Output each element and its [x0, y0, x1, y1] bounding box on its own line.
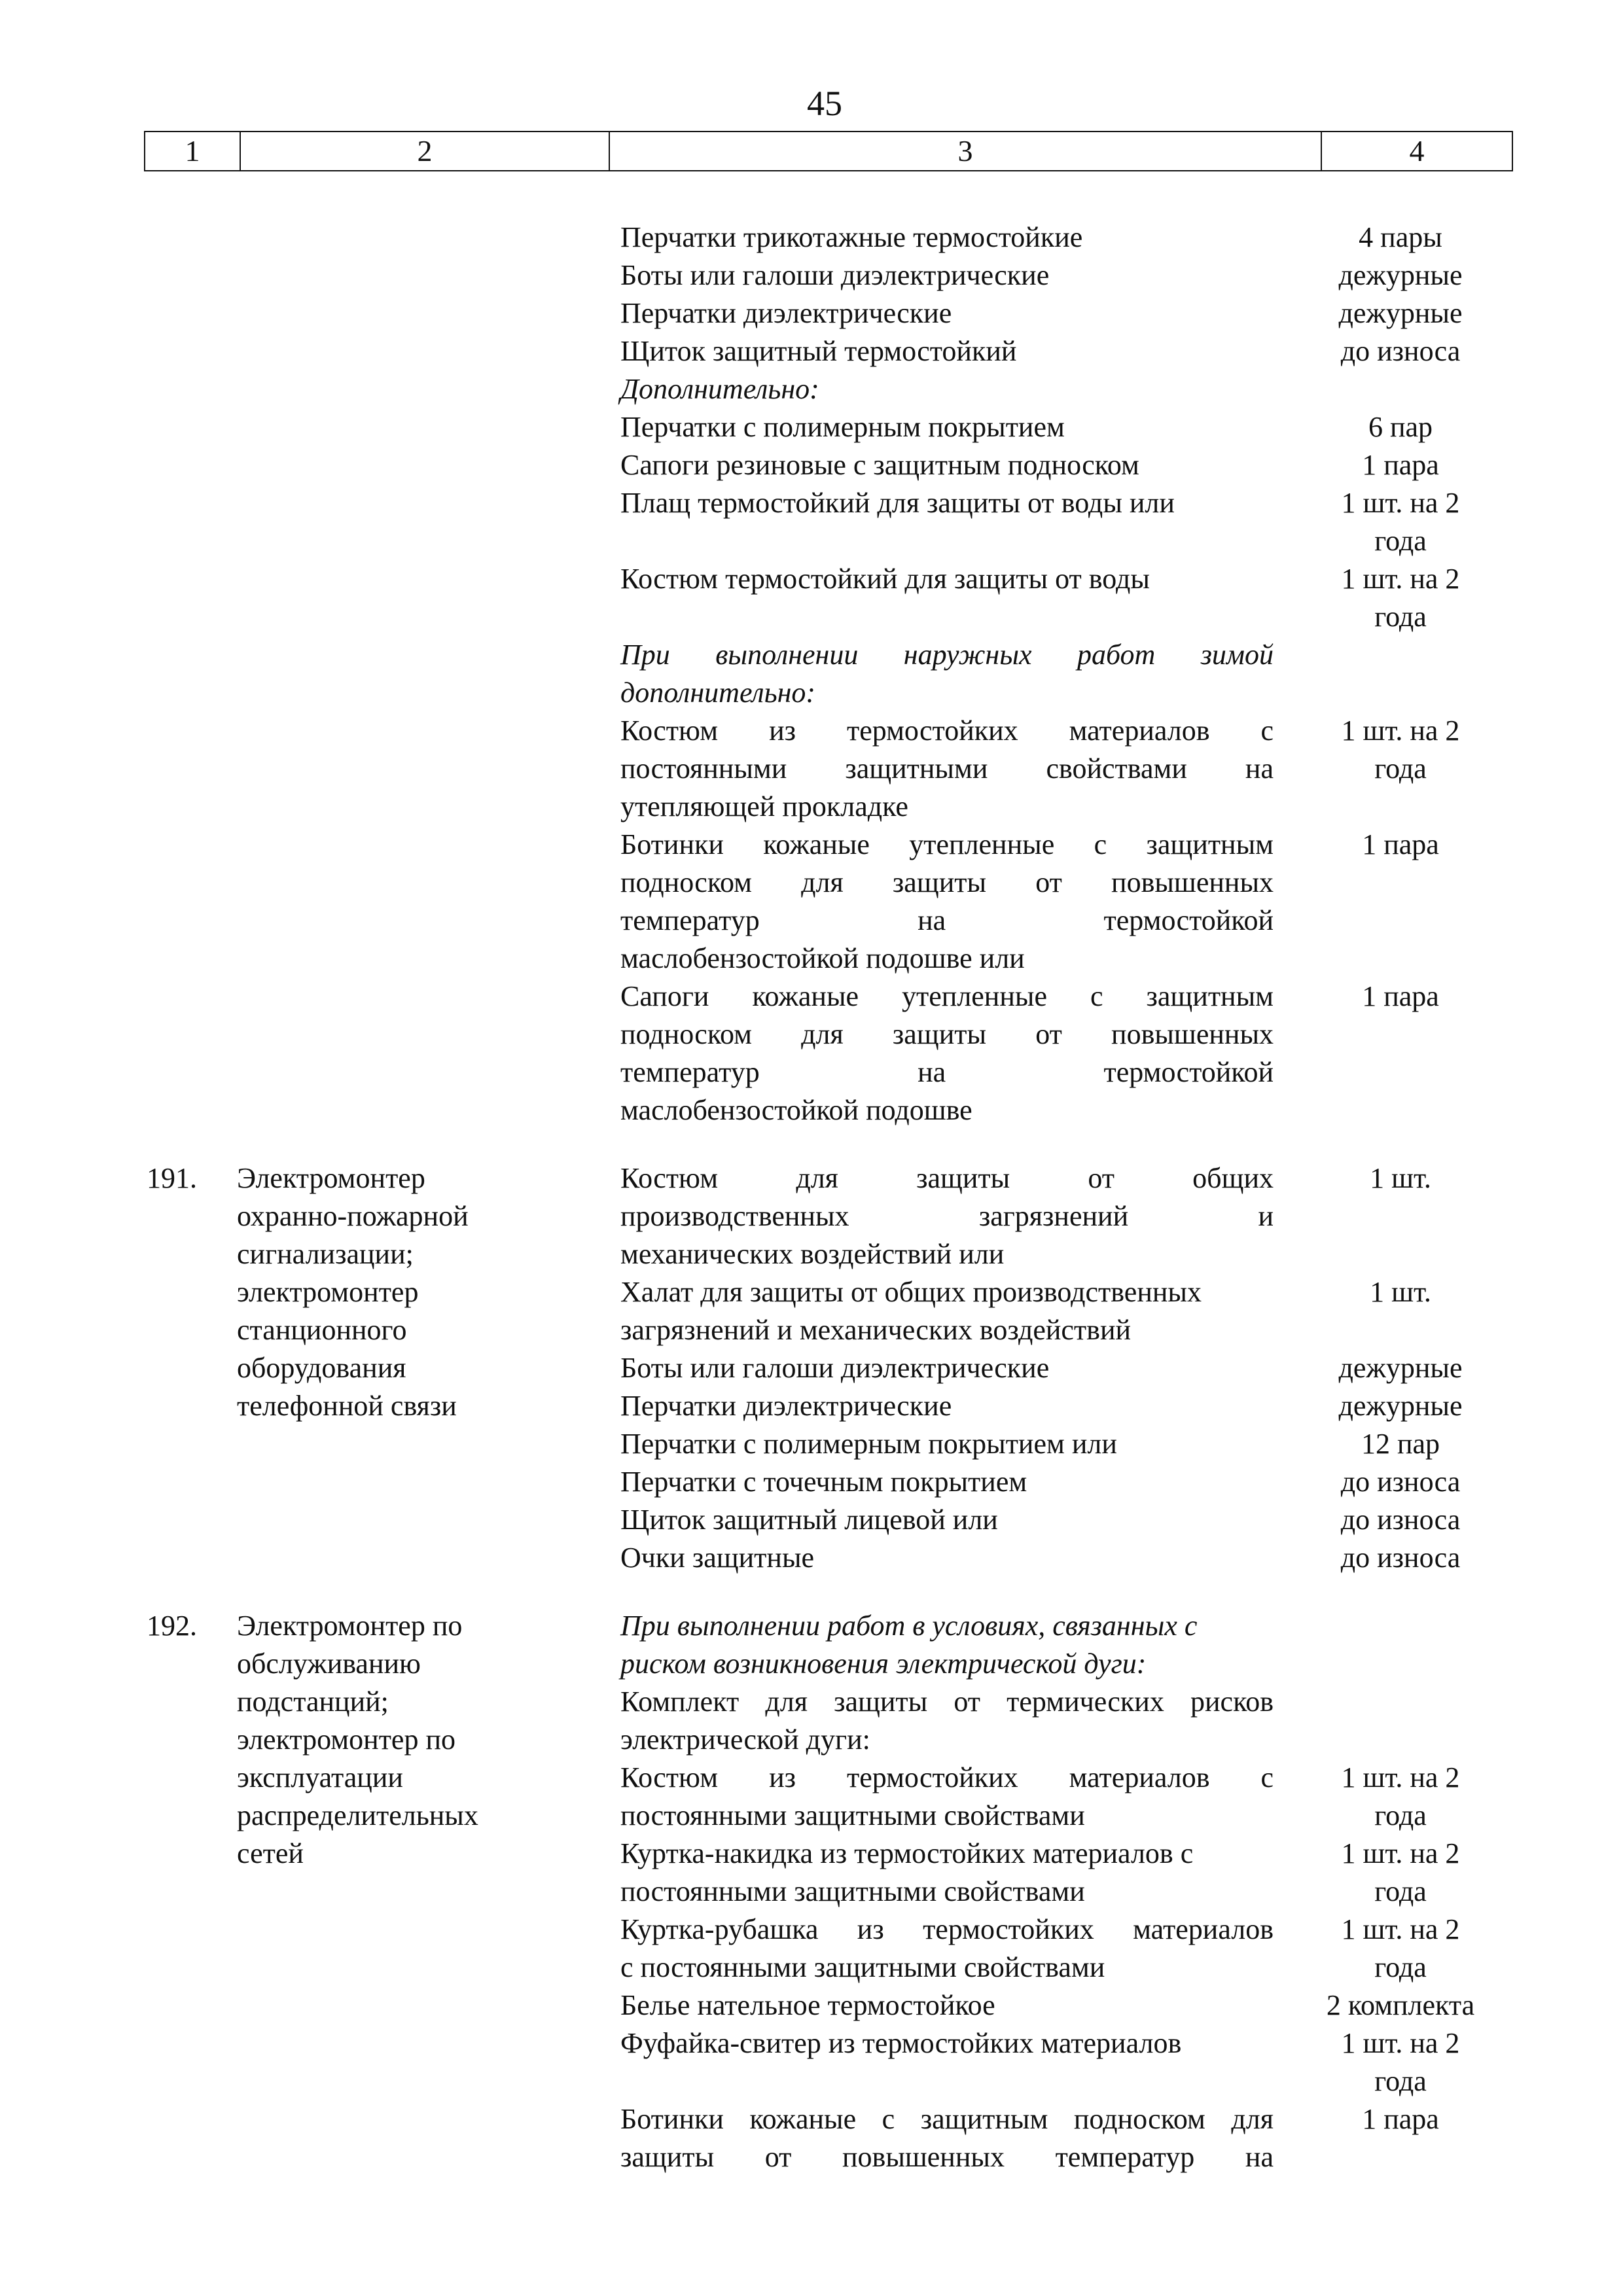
- item-text: Костюм из термостойких материалов с: [620, 1761, 1274, 1793]
- item-text: постоянными защитными свойствами: [620, 1875, 1085, 1907]
- section-label-italic: Дополнительно:: [620, 373, 819, 405]
- item-text: температур на термостойкой: [620, 904, 1274, 936]
- item-text: Перчатки с полимерным покрытием или: [620, 1428, 1117, 1460]
- item-text: маслобензостойкой подошве: [620, 1094, 972, 1126]
- item-text: маслобензостойкой подошве или: [620, 942, 1025, 974]
- item-text: Комплект для защиты от термических рисков: [620, 1686, 1274, 1718]
- item-quantity: 1 пара: [1362, 449, 1439, 481]
- profession-line: Электромонтер по: [237, 1610, 463, 1642]
- item-text: Ботинки кожаные утепленные с защитным: [620, 828, 1274, 860]
- item-quantity: дежурные: [1338, 297, 1463, 329]
- item-text: Перчатки диэлектрические: [620, 297, 952, 329]
- profession-line: оборудования: [237, 1352, 406, 1384]
- item-text: Очки защитные: [620, 1542, 815, 1574]
- profession-line: эксплуатации: [237, 1761, 403, 1793]
- item-text: подноском для защиты от повышенных: [620, 1018, 1274, 1050]
- item-quantity: 12 пар: [1361, 1428, 1440, 1460]
- item-quantity: года: [1374, 752, 1427, 785]
- item-quantity: 1 шт.: [1370, 1276, 1431, 1308]
- item-text: электрической дуги:: [620, 1723, 870, 1756]
- profession-line: Электромонтер: [237, 1162, 425, 1194]
- item-text: Фуфайка-свитер из термостойких материалов: [620, 2027, 1182, 2059]
- item-text: Сапоги резиновые с защитным подноском: [620, 449, 1139, 481]
- item-quantity: 1 шт. на 2: [1341, 1913, 1460, 1945]
- item-quantity: года: [1374, 2065, 1427, 2097]
- item-text: защиты от повышенных температур на: [620, 2141, 1274, 2173]
- item-text: Перчатки диэлектрические: [620, 1390, 952, 1422]
- profession-line: распределительных: [237, 1799, 478, 1831]
- section-label-italic: При выполнении работ в условиях, связанных с: [620, 1610, 1198, 1642]
- profession-line: сетей: [237, 1837, 304, 1869]
- item-quantity: года: [1374, 525, 1427, 557]
- item-text: механических воздействий или: [620, 1238, 1005, 1270]
- profession-line: телефонной связи: [237, 1390, 457, 1422]
- item-text: температур на термостойкой: [620, 1056, 1274, 1088]
- item-text: Перчатки трикотажные термостойкие: [620, 221, 1083, 253]
- item-text: Костюм для защиты от общих: [620, 1162, 1274, 1194]
- item-quantity: года: [1374, 601, 1427, 633]
- item-quantity: 1 шт. на 2: [1341, 2027, 1460, 2059]
- item-quantity: до износа: [1340, 1542, 1461, 1574]
- item-text: подноском для защиты от повышенных: [620, 866, 1274, 898]
- section-label-italic: риском возникновения электрической дуги:: [620, 1648, 1147, 1680]
- profession-line: станционного: [237, 1314, 407, 1346]
- profession-line: электромонтер по: [237, 1723, 455, 1756]
- item-text: утепляющей прокладке: [620, 790, 908, 822]
- item-quantity: до износа: [1340, 335, 1461, 367]
- item-text: Костюм из термостойких материалов с: [620, 715, 1274, 747]
- page-number: 45: [807, 84, 842, 123]
- item-quantity: дежурные: [1338, 1352, 1463, 1384]
- item-quantity: 2 комплекта: [1326, 1989, 1475, 2021]
- profession-line: электромонтер: [237, 1276, 419, 1308]
- item-text: Белье нательное термостойкое: [620, 1989, 995, 2021]
- item-text: Боты или галоши диэлектрические: [620, 259, 1050, 291]
- entry-number: 192.: [147, 1610, 197, 1642]
- column-header-3: 3: [610, 132, 1322, 170]
- item-quantity: 4 пары: [1359, 221, 1442, 253]
- item-quantity: 1 шт. на 2: [1341, 487, 1460, 519]
- profession-line: охранно-пожарной: [237, 1200, 469, 1232]
- item-text: Костюм термостойкий для защиты от воды: [620, 563, 1150, 595]
- item-quantity: 1 шт. на 2: [1341, 563, 1460, 595]
- item-quantity: 1 шт.: [1370, 1162, 1431, 1194]
- item-text: с постоянными защитными свойствами: [620, 1951, 1105, 1983]
- item-quantity: 1 шт. на 2: [1341, 1837, 1460, 1869]
- item-quantity: 6 пар: [1368, 411, 1433, 443]
- item-quantity: до износа: [1340, 1504, 1461, 1536]
- profession-line: обслуживанию: [237, 1648, 421, 1680]
- item-quantity: до износа: [1340, 1466, 1461, 1498]
- item-text: Перчатки с точечным покрытием: [620, 1466, 1027, 1498]
- item-quantity: 1 пара: [1362, 828, 1439, 860]
- item-text: Щиток защитный лицевой или: [620, 1504, 998, 1536]
- item-text: загрязнений и механических воздействий: [620, 1314, 1132, 1346]
- item-text: Ботинки кожаные с защитным подноском для: [620, 2103, 1274, 2135]
- entry-number: 191.: [147, 1162, 197, 1194]
- item-text: Перчатки с полимерным покрытием: [620, 411, 1065, 443]
- profession-line: подстанций;: [237, 1686, 389, 1718]
- item-quantity: года: [1374, 1951, 1427, 1983]
- item-text: Халат для защиты от общих производственных: [620, 1276, 1202, 1308]
- section-label-italic: дополнительно:: [620, 677, 816, 709]
- item-text: постоянными защитными свойствами на: [620, 752, 1274, 785]
- section-label-italic: При выполнении наружных работ зимой: [620, 639, 1274, 671]
- item-text: Куртка-рубашка из термостойких материалов: [620, 1913, 1274, 1945]
- item-text: Плащ термостойкий для защиты от воды или: [620, 487, 1175, 519]
- column-header-2: 2: [241, 132, 610, 170]
- item-quantity: дежурные: [1338, 259, 1463, 291]
- column-header-row: [144, 131, 1513, 171]
- item-text: производственных загрязнений и: [620, 1200, 1274, 1232]
- item-text: Куртка-накидка из термостойких материалов с: [620, 1837, 1194, 1869]
- item-quantity: 1 пара: [1362, 2103, 1439, 2135]
- profession-line: сигнализации;: [237, 1238, 414, 1270]
- item-quantity: года: [1374, 1799, 1427, 1831]
- item-text: Боты или галоши диэлектрические: [620, 1352, 1050, 1384]
- column-header-1: 1: [145, 132, 241, 170]
- item-quantity: дежурные: [1338, 1390, 1463, 1422]
- item-quantity: 1 шт. на 2: [1341, 1761, 1460, 1793]
- item-quantity: 1 шт. на 2: [1341, 715, 1460, 747]
- item-quantity: 1 пара: [1362, 980, 1439, 1012]
- item-text: Сапоги кожаные утепленные с защитным: [620, 980, 1274, 1012]
- item-text: постоянными защитными свойствами: [620, 1799, 1085, 1831]
- item-text: Щиток защитный термостойкий: [620, 335, 1017, 367]
- column-header-4: 4: [1409, 134, 1425, 168]
- item-quantity: года: [1374, 1875, 1427, 1907]
